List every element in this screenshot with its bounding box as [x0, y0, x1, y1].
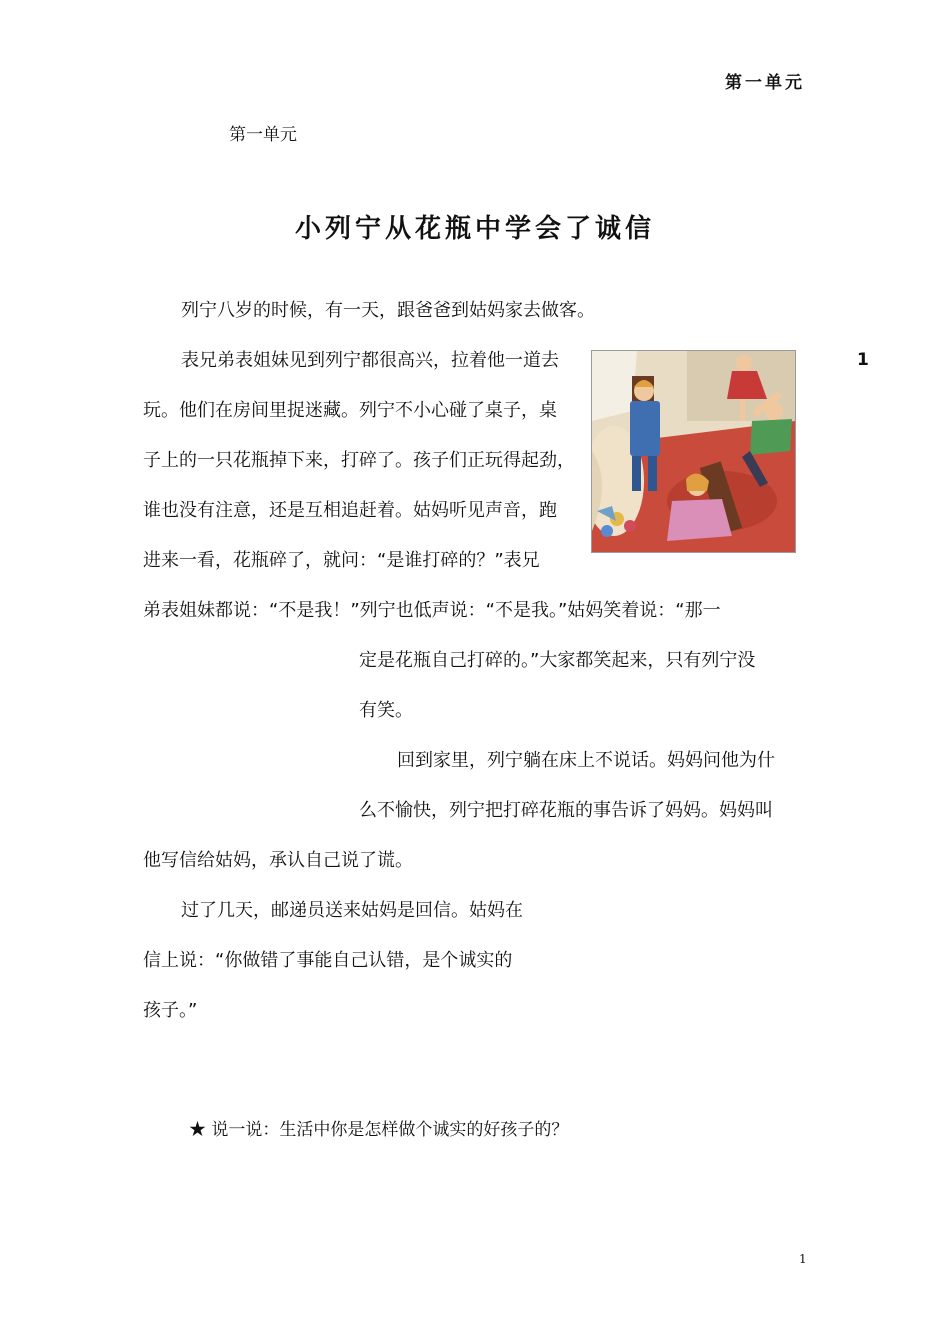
story-line-2: 表兄弟表姐妹见到列宁都很高兴，拉着他一道去 — [181, 350, 559, 371]
story-line-6: 进来一看，花瓶碎了，就问：“是谁打碎的？”表兄 — [143, 550, 540, 571]
children-playing-illustration — [592, 351, 795, 552]
story-line-9: 有笑。 — [359, 700, 413, 721]
story-line-1: 列宁八岁的时候，有一天，跟爸爸到姑妈家去做客。 — [181, 300, 595, 321]
story-line-12: 他写信给姑妈，承认自己说了谎。 — [143, 850, 413, 871]
story-line-8: 定是花瓶自己打碎的。”大家都笑起来，只有列宁没 — [359, 650, 756, 671]
story-line-15: 孩子。” — [143, 1000, 198, 1021]
unit-heading: 第一单元 — [229, 125, 297, 145]
story-line-11: 么不愉快，列宁把打碎花瓶的事告诉了妈妈。妈妈叫 — [359, 800, 773, 821]
story-line-7: 弟表姐妹都说：“不是我！”列宁也低声说：“不是我。”姑妈笑着说：“那一 — [143, 600, 721, 621]
story-line-4: 子上的一只花瓶掉下来，打碎了。孩子们正玩得起劲， — [143, 450, 575, 471]
discussion-question: ★ 说一说：生活中你是怎样做个诚实的好孩子的？ — [189, 1120, 569, 1140]
story-line-5: 谁也没有注意，还是互相追赶着。姑妈听见声音，跑 — [143, 500, 557, 521]
page-number: 1 — [799, 1252, 807, 1266]
story-line-13: 过了几天，邮递员送来姑妈是回信。姑妈在 — [181, 900, 523, 921]
side-marker: 1 — [857, 350, 869, 370]
story-illustration — [591, 350, 796, 553]
running-header: 第一单元 — [725, 73, 805, 93]
story-line-10: 回到家里，列宁躺在床上不说话。妈妈问他为什 — [397, 750, 775, 771]
story-line-3: 玩。他们在房间里捉迷藏。列宁不小心碰了桌子，桌 — [143, 400, 557, 421]
story-title: 小列宁从花瓶中学会了诚信 — [294, 214, 655, 244]
story-line-14: 信上说：“你做错了事能自己认错，是个诚实的 — [143, 950, 513, 971]
